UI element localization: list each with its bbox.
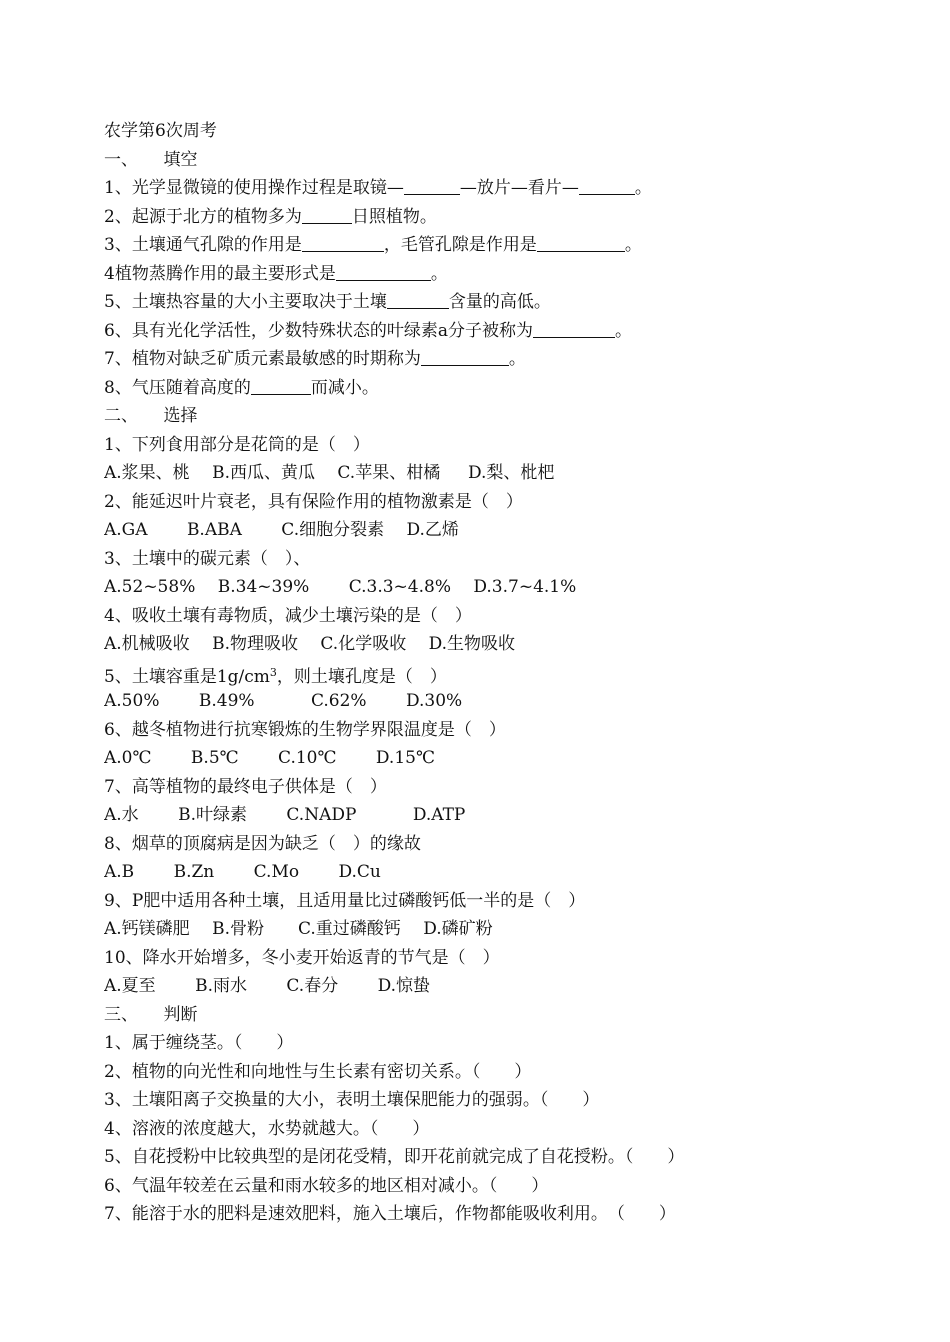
judge-question: 1、属于缠绕茎。（ ） [104,1033,294,1053]
answer-blank[interactable] [251,374,311,395]
choice-options: A.夏至 B.雨水 C.春分 D.惊蛰 [104,976,431,996]
choice-question: 6、越冬植物进行抗寒锻炼的生物学界限温度是（ ） [104,719,506,740]
fill-question-1 [104,174,904,203]
choice-options: A.钙镁磷肥 B.骨粉 C.重过磷酸钙 D.磷矿粉 [104,919,493,939]
fill-q5-text-b: 含量的高低。 [448,292,551,312]
fill-q7-text-b: 。 [508,349,526,369]
answer-blank[interactable] [404,174,460,195]
choice-question: 7、高等植物的最终电子供体是（ ） [104,776,387,797]
superscript-exponent: 3 [269,665,277,679]
fill-q6-text-a: 6、具有光化学活性，少数特殊状态的叶绿素a分子被称为 [104,320,533,341]
fill-q4-text-b: 。 [430,263,448,284]
fill-question-3 [104,231,904,260]
choice-options: A.GA B.ABA C.细胞分裂素 D.乙烯 [104,520,459,540]
choice-question: 4、吸收土壤有毒物质，减少土壤污染的是（ ） [104,605,472,626]
fill-question-2 [104,203,904,232]
exam-page [104,117,904,1229]
choice-q5-text-b: ，则土壤孔度是（ ） [276,666,447,687]
fill-q3-text-b: ，毛管孔隙是作用是 [383,235,537,255]
fill-question-7 [104,345,904,374]
choice-options: A.水 B.叶绿素 C.NADP D.ATP [104,805,466,825]
fill-q2-text-b: 日照植物。 [351,206,437,227]
fill-q4-text-a: 4植物蒸腾作用的最主要形式是 [104,263,336,284]
judge-question: 6、气温年较差在云量和雨水较多的地区相对减小。（ ） [104,1175,549,1196]
choice-options: A.0℃ B.5℃ C.10℃ D.15℃ [104,748,435,768]
section-choice-heading: 二、 选择 [104,406,198,426]
fill-q1-text-c: 。 [634,178,652,198]
fill-q1-text-a: 1、光学显微镜的使用操作过程是取镜— [104,178,404,198]
judge-question: 2、植物的向光性和向地性与生长素有密切关系。（ ） [104,1061,532,1082]
fill-q3-text-a: 3、土壤通气孔隙的作用是 [104,235,302,255]
answer-blank[interactable] [579,174,635,195]
answer-blank[interactable] [537,231,625,252]
fill-question-5 [104,288,904,317]
answer-blank[interactable] [421,345,509,366]
section-fill-heading: 一、 填空 [104,149,198,170]
fill-q3-text-c: 。 [624,235,642,255]
fill-question-8 [104,374,904,403]
fill-q7-text-a: 7、植物对缺乏矿质元素最敏感的时期称为 [104,349,421,369]
judge-question: 4、溶液的浓度越大，水势就越大。（ ） [104,1118,430,1139]
choice-options: A.机械吸收 B.物理吸收 C.化学吸收 D.生物吸收 [104,634,516,654]
choice-question [104,659,904,688]
page-title: 农学第6次周考 [104,121,217,141]
choice-question: 3、土壤中的碳元素（ ）、 [104,548,311,569]
fill-q5-text-a: 5、土壤热容量的大小主要取决于土壤 [104,292,387,312]
fill-q1-text-b: —放片—看片— [459,178,579,198]
judge-question: 5、自花授粉中比较典型的是闭花受精，即开花前就完成了自花授粉。（ ） [104,1147,685,1167]
choice-question: 1、下列食用部分是花筒的是（ ） [104,434,370,455]
judge-question: 3、土壤阳离子交换量的大小，表明土壤保肥能力的强弱。（ ） [104,1090,600,1110]
answer-blank[interactable] [533,317,615,338]
fill-q2-text-a: 2、起源于北方的植物多为 [104,206,302,227]
choice-question: 8、烟草的顶腐病是因为缺乏（ ）的缘故 [104,833,421,854]
fill-question-4 [104,260,904,289]
fill-q6-text-b: 。 [614,320,632,341]
choice-question: 9、P肥中适用各种土壤，且适用量比过磷酸钙低一半的是（ ） [104,890,586,911]
section-judge-heading: 三、 判断 [104,1004,198,1025]
choice-options: A.浆果、桃 B.西瓜、黄瓜 C.苹果、柑橘 D.梨、枇杷 [104,463,555,483]
fill-q8-text-b: 而减小。 [310,377,379,398]
answer-blank[interactable] [336,260,431,281]
choice-question: 2、能延迟叶片衰老，具有保险作用的植物激素是（ ） [104,491,523,512]
choice-q5-text-a: 5、土壤容重是1g/cm [104,666,270,687]
choice-options: A.52~58% B.34~39% C.3.3~4.8% D.3.7~4.1% [104,577,577,597]
answer-blank[interactable] [387,288,449,309]
choice-options: A.50% B.49% C.62% D.30% [104,691,463,711]
fill-question-6 [104,317,904,346]
fill-q8-text-a: 8、气压随着高度的 [104,377,251,398]
choice-options: A.B B.Zn C.Mo D.Cu [104,862,381,882]
judge-question: 7、能溶于水的肥料是速效肥料，施入土壤后，作物都能吸收利用。 （ ） [104,1204,676,1224]
answer-blank[interactable] [302,203,352,224]
choice-question: 10、降水开始增多，冬小麦开始返青的节气是（ ） [104,947,500,968]
answer-blank[interactable] [302,231,384,252]
